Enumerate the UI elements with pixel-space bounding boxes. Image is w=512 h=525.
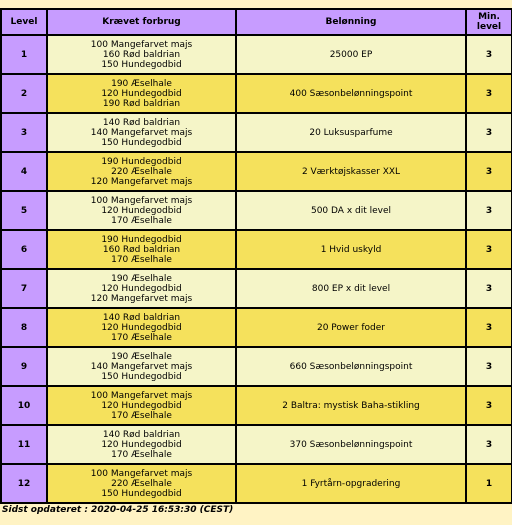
header-requirements: Krævet forbrug <box>48 10 235 34</box>
table-row <box>2 192 511 229</box>
requirement-item: 140 Mangefarvet majs <box>90 361 193 372</box>
table-row <box>2 387 511 424</box>
reward-cell: 370 Sæsonbelønningspoint <box>237 426 465 463</box>
reward-cell: 800 EP x dit level <box>237 270 465 307</box>
table-header-row <box>2 10 511 34</box>
requirement-item: 150 Hundegodbid <box>101 137 182 148</box>
requirement-item: 170 Æselhale <box>111 449 172 460</box>
table-row <box>2 114 511 151</box>
level-cell: 5 <box>2 192 46 229</box>
table-row <box>2 426 511 463</box>
requirement-item: 220 Æselhale <box>111 166 172 177</box>
requirements-cell <box>48 309 235 346</box>
requirement-item: 140 Mangefarvet majs <box>90 127 193 138</box>
requirements-cell <box>48 36 235 73</box>
level-cell: 4 <box>2 153 46 190</box>
min-level-cell: 3 <box>467 114 511 151</box>
level-cell: 1 <box>2 36 46 73</box>
requirements-cell <box>48 270 235 307</box>
level-cell: 2 <box>2 75 46 112</box>
requirements-cell <box>48 153 235 190</box>
requirements-cell <box>48 348 235 385</box>
requirement-item: 140 Rød baldrian <box>102 429 181 440</box>
reward-cell: 20 Power foder <box>237 309 465 346</box>
requirement-item: 190 Æselhale <box>111 78 172 89</box>
requirement-item: 170 Æselhale <box>111 215 172 226</box>
reward-cell: 2 Værktøjskasser XXL <box>237 153 465 190</box>
table-body <box>2 36 511 502</box>
rewards-table <box>0 8 512 504</box>
requirement-item: 140 Rød baldrian <box>102 117 181 128</box>
table-row <box>2 75 511 112</box>
requirement-item: 220 Æselhale <box>111 478 172 489</box>
requirements-cell <box>48 192 235 229</box>
header-min-level: Min. level <box>467 10 511 34</box>
level-cell: 8 <box>2 309 46 346</box>
requirements-cell <box>48 465 235 502</box>
level-cell: 7 <box>2 270 46 307</box>
requirement-item: 120 Hundegodbid <box>101 322 182 333</box>
level-cell: 10 <box>2 387 46 424</box>
requirement-item: 170 Æselhale <box>111 332 172 343</box>
level-cell: 3 <box>2 114 46 151</box>
level-cell: 11 <box>2 426 46 463</box>
header-level: Level <box>2 10 46 34</box>
reward-cell: 25000 EP <box>237 36 465 73</box>
requirement-item: 120 Hundegodbid <box>101 283 182 294</box>
reward-cell: 500 DA x dit level <box>237 192 465 229</box>
requirement-item: 190 Rød baldrian <box>102 98 181 109</box>
requirement-item: 190 Hundegodbid <box>101 156 182 167</box>
requirement-item: 120 Hundegodbid <box>101 400 182 411</box>
requirement-item: 100 Mangefarvet majs <box>90 195 193 206</box>
reward-cell: 1 Hvid uskyld <box>237 231 465 268</box>
level-cell: 9 <box>2 348 46 385</box>
min-level-cell: 3 <box>467 153 511 190</box>
min-level-cell: 3 <box>467 348 511 385</box>
requirement-item: 120 Hundegodbid <box>101 439 182 450</box>
header-reward: Belønning <box>237 10 465 34</box>
requirement-item: 190 Æselhale <box>111 273 172 284</box>
table-row <box>2 231 511 268</box>
requirement-item: 150 Hundegodbid <box>101 371 182 382</box>
level-cell: 6 <box>2 231 46 268</box>
table-row <box>2 153 511 190</box>
requirement-item: 140 Rød baldrian <box>102 312 181 323</box>
min-level-cell: 3 <box>467 426 511 463</box>
min-level-cell: 3 <box>467 192 511 229</box>
requirement-item: 150 Hundegodbid <box>101 59 182 70</box>
table-row <box>2 36 511 73</box>
requirement-item: 160 Rød baldrian <box>102 244 181 255</box>
requirement-item: 160 Rød baldrian <box>102 49 181 60</box>
min-level-cell: 3 <box>467 387 511 424</box>
requirements-cell <box>48 387 235 424</box>
requirement-item: 150 Hundegodbid <box>101 488 182 499</box>
reward-cell: 20 Luksusparfume <box>237 114 465 151</box>
requirement-item: 100 Mangefarvet majs <box>90 468 193 479</box>
requirement-item: 120 Mangefarvet majs <box>90 176 193 187</box>
requirement-item: 100 Mangefarvet majs <box>90 390 193 401</box>
requirement-item: 100 Mangefarvet majs <box>90 39 193 50</box>
min-level-cell: 3 <box>467 231 511 268</box>
min-level-cell: 3 <box>467 36 511 73</box>
min-level-cell: 3 <box>467 75 511 112</box>
requirements-cell <box>48 231 235 268</box>
requirement-item: 170 Æselhale <box>111 410 172 421</box>
table-row <box>2 309 511 346</box>
reward-cell: 2 Baltra: mystisk Baha-stikling <box>237 387 465 424</box>
table-row <box>2 348 511 385</box>
reward-cell: 400 Sæsonbelønningspoint <box>237 75 465 112</box>
table-row <box>2 465 511 502</box>
requirement-item: 120 Mangefarvet majs <box>90 293 193 304</box>
requirement-item: 190 Æselhale <box>111 351 172 362</box>
min-level-cell: 3 <box>467 309 511 346</box>
min-level-cell: 1 <box>467 465 511 502</box>
requirement-item: 120 Hundegodbid <box>101 205 182 216</box>
reward-cell: 1 Fyrtårn-opgradering <box>237 465 465 502</box>
requirement-item: 170 Æselhale <box>111 254 172 265</box>
requirements-cell <box>48 426 235 463</box>
requirements-cell <box>48 75 235 112</box>
requirement-item: 190 Hundegodbid <box>101 234 182 245</box>
requirement-item: 120 Hundegodbid <box>101 88 182 99</box>
level-cell: 12 <box>2 465 46 502</box>
reward-cell: 660 Sæsonbelønningspoint <box>237 348 465 385</box>
requirements-cell <box>48 114 235 151</box>
table-row <box>2 270 511 307</box>
last-updated-text: Sidst opdateret : 2020-04-25 16:53:30 (CEST) <box>2 505 234 515</box>
min-level-cell: 3 <box>467 270 511 307</box>
